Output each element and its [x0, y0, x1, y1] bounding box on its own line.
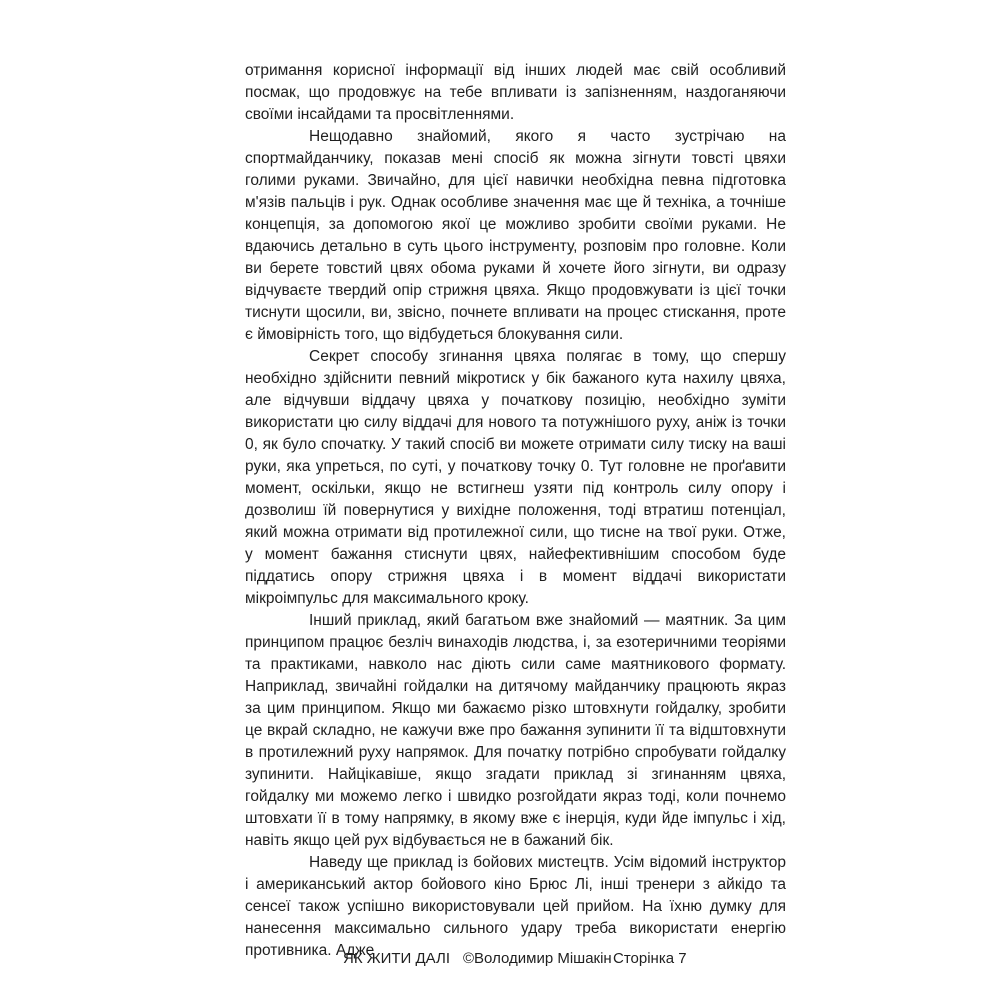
paragraph: Інший приклад, який багатьом вже знайомий — маятник. За цим принципом працює безліч винаходів людства, і, за езотеричними теоріями та практиками, навколо нас діють сили саме маятникового формату. Наприклад, звичайні гойдалки на дитячому майданчику працюють якраз за цим принципом. Якщо ми бажаємо різко штовхнути гойдалку, зробити це вкрай складно, не кажучи вже про бажання зупинити її та відштовхнути в протилежний руху напрямок. Для початку потрібно спробувати гойдалку зупинити. Найцікавіше, якщо згадати приклад зі згинанням цвяха, гойдалку ми можемо легко і швидко розгойдати якраз тоді, коли почнемо штовхати її в тому напрямку, в якому вже є інерція, куди йде імпульс і хід, навіть якщо цей рух відбувається не в бажаний бік. [245, 612, 786, 849]
paragraph: Секрет способу згинання цвяха полягає в тому, що спершу необхідно здійснити певний мікротиск у бік бажаного кута нахилу цвяха, але відчувши віддачу цвяха у початкову позицію, необхідно зуміти використати цю силу віддачі для нового та потужнішого руху, аніж із точки 0, як було спочатку. У такий спосіб ви можете отримати силу тиску на ваші руки, яка упреться, по суті, у початкову точку 0. Тут головне не проґавити момент, оскільки, якщо не встигнеш узяти під контроль силу опору і дозволиш їй повернутися у вихідне положення, тоді втратиш потенціал, який можна отримати від протилежної сили, що тисне на твої руки. Отже, у момент бажання стиснути цвях, найефективнішим способом буде піддатись опору стрижня цвяха і в момент віддачі використати мікроімпульс для максимального кроку. [245, 348, 786, 607]
paragraph: Наведу ще приклад із бойових мистецтв. Усім відомий інструктор і американський актор бойового кіно Брюс Лі, інші тренери з айкідо та сенсеї також успішно використовували цей прийом. На їхню думку для нанесення максимально сильного удару треба використати енергію противника. Адже [245, 854, 786, 959]
footer-copyright: ©Володимир Мішакін [463, 950, 612, 967]
body-text [245, 60, 786, 962]
paragraph: Нещодавно знайомий, якого я часто зустрічаю на спортмайданчику, показав мені спосіб як можна зігнути товсті цвяхи голими руками. Звичайно, для цієї навички необхідна певна підготовка м'язів пальців і рук. Однак особливе значення має ще й техніка, а точніше концепція, за допомогою якої це можливо зробити своїми руками. Не вдаючись детально в суть цього інструменту, розповім про головне. Коли ви берете товстий цвях обома руками й хочете його зігнути, ви одразу відчуваєте твердий опір стрижня цвяха. Якщо продовжувати із цієї точки тиснути щосили, ви, звісно, почнете впливати на процес стискання, проте є ймовірність того, що відбудеться блокування сили. [245, 128, 786, 343]
footer-page-number: Сторінка 7 [613, 950, 687, 967]
page-footer [0, 948, 1000, 972]
paragraph: отримання корисної інформації від інших людей має свій особливий посмак, що продовжує на тебе впливати із запізненням, наздоганяючи своїми інсайдами та просвітленнями. [245, 62, 786, 123]
footer-book-title: ЯК ЖИТИ ДАЛІ [343, 950, 450, 967]
